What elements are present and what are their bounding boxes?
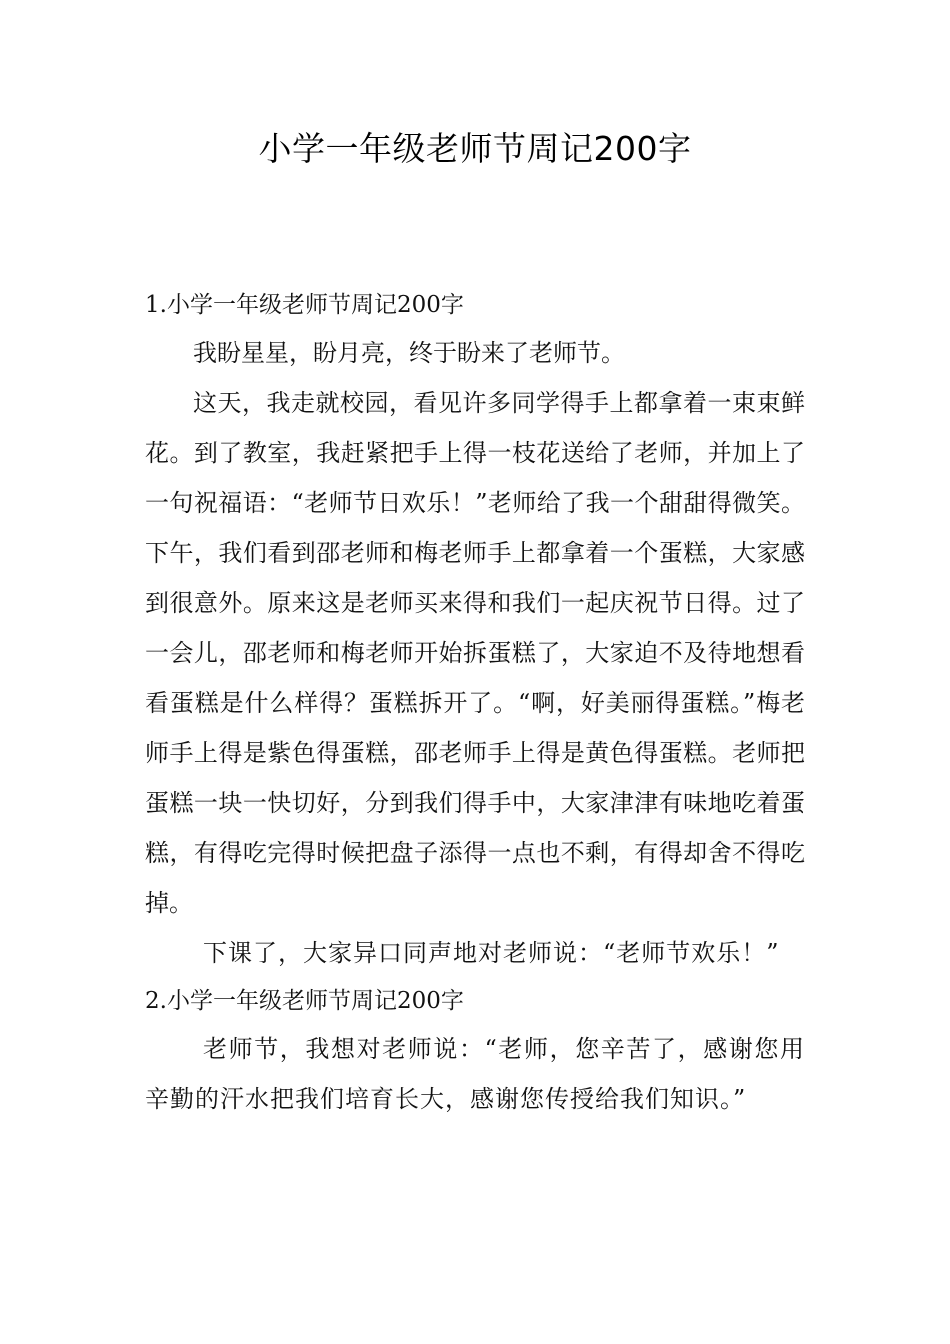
paragraph-1-1: 我盼星星，盼月亮，终于盼来了老师节。: [193, 339, 625, 367]
paragraph-2-1: 老师节，我想对老师说：“老师，您辛苦了，感谢您用辛勤的汗水把我们培育长大，感谢您传授给我们知识。”: [145, 1035, 805, 1113]
document-body: [145, 282, 805, 1124]
section-heading-2: 2.小学一年级老师节周记200字: [145, 988, 464, 1014]
document-title: 小学一年级老师节周记200字: [258, 129, 692, 168]
section-heading-1: 1.小学一年级老师节周记200字: [145, 292, 464, 318]
paragraph-1-2: 这天，我走就校园，看见许多同学得手上都拿着一束束鲜花。到了教室，我赶紧把手上得一枝花送给了老师，并加上了一句祝福语：“老师节日欢乐！”老师给了我一个甜甜得微笑。下午，我们看到邵老师和梅老师手上都拿着一个蛋糕，大家感到很意外。原来这是老师买来得和我们一起庆祝节日得。过了一会儿，邵老师和梅老师开始拆蛋糕了，大家迫不及待地想看看蛋糕是什么样得？蛋糕拆开了。“啊，好美丽得蛋糕。”梅老师手上得是紫色得蛋糕，邵老师手上得是黄色得蛋糕。老师把蛋糕一块一快切好，分到我们得手中，大家津津有味地吃着蛋糕，有得吃完得时候把盘子添得一点也不剩，有得却舍不得吃掉。: [145, 389, 805, 917]
paragraph-1-3: 下课了，大家异口同声地对老师说：“老师节欢乐！”: [203, 939, 780, 967]
